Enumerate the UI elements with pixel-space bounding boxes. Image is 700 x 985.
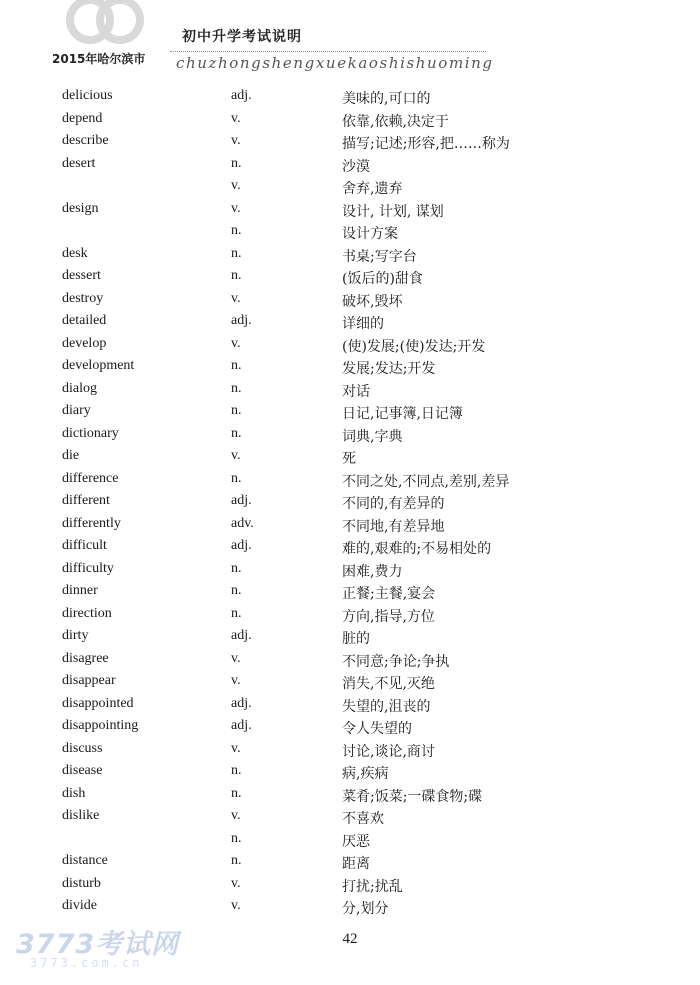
vocab-word: develop <box>62 335 107 351</box>
vocab-word: disappointing <box>62 718 139 733</box>
vocab-entry <box>0 267 700 290</box>
vocab-word: delicious <box>62 88 113 103</box>
part-of-speech: v. <box>231 133 241 148</box>
part-of-speech: n. <box>231 830 242 846</box>
part-of-speech: n. <box>231 155 242 171</box>
vocab-word: different <box>62 493 110 508</box>
chinese-meaning: 舍弃,遗弃 <box>342 181 403 197</box>
chinese-meaning: 描写;记述;形容,把……称为 <box>342 136 510 152</box>
watermark-logo: 3773考试网 <box>16 929 180 960</box>
vocab-entry <box>0 425 700 448</box>
vocab-entry <box>0 245 700 268</box>
vocab-entry <box>0 492 700 515</box>
chinese-meaning: 打扰;扰乱 <box>342 878 403 895</box>
chinese-meaning: 厌恶 <box>342 833 370 850</box>
vocab-entry <box>0 177 700 200</box>
vocab-word: dialog <box>62 380 97 396</box>
part-of-speech: n. <box>231 583 242 598</box>
chinese-meaning: 正餐;主餐,宴会 <box>342 586 436 602</box>
vocab-word: dessert <box>62 268 101 283</box>
vocab-entry <box>0 740 700 763</box>
chinese-meaning: 词典,字典 <box>342 428 403 445</box>
chinese-meaning: 分,划分 <box>342 901 389 917</box>
vocab-entry <box>0 650 700 673</box>
part-of-speech: n. <box>231 605 242 621</box>
chinese-meaning: 不同意;争论;争执 <box>342 653 450 670</box>
vocab-entry <box>0 222 700 245</box>
vocab-entry <box>0 807 700 830</box>
part-of-speech: n. <box>231 223 242 238</box>
part-of-speech: n. <box>231 245 242 261</box>
chinese-meaning: 日记,记事簿,日记簿 <box>342 406 463 422</box>
vocabulary-list <box>0 87 700 920</box>
vocab-entry <box>0 200 700 223</box>
part-of-speech: v. <box>231 740 241 756</box>
part-of-speech: n. <box>231 853 242 868</box>
vocab-entry <box>0 852 700 875</box>
vocab-entry <box>0 875 700 898</box>
vocab-entry <box>0 830 700 853</box>
part-of-speech: n. <box>231 403 242 418</box>
part-of-speech: v. <box>231 178 241 193</box>
chinese-meaning: 方向,指导,方位 <box>342 608 435 625</box>
page-number: 42 <box>342 931 358 947</box>
part-of-speech: v. <box>231 898 241 913</box>
chinese-meaning: 详细的 <box>342 316 384 332</box>
chinese-meaning: (使)发展;(使)发达;开发 <box>342 338 486 355</box>
vocab-entry <box>0 582 700 605</box>
vocab-entry <box>0 402 700 425</box>
vocab-entry <box>0 897 700 920</box>
part-of-speech: adv. <box>231 515 254 531</box>
part-of-speech: adj. <box>231 695 252 711</box>
vocab-word: distance <box>62 853 108 868</box>
vocab-word: disagree <box>62 650 109 666</box>
vocab-entry <box>0 537 700 560</box>
vocab-word: dirty <box>62 628 89 643</box>
part-of-speech: adj. <box>231 718 252 733</box>
vocab-word: disturb <box>62 875 101 891</box>
chinese-meaning: 不喜欢 <box>342 811 384 827</box>
vocab-entry <box>0 380 700 403</box>
vocab-word: dish <box>62 785 86 801</box>
chinese-meaning: 沙漠 <box>342 158 370 175</box>
part-of-speech: adj. <box>231 628 252 643</box>
chinese-meaning: 消失,不见,灭绝 <box>342 676 435 692</box>
part-of-speech: n. <box>231 268 242 283</box>
part-of-speech: n. <box>231 785 242 801</box>
chinese-meaning: 不同之处,不同点,差别,差异 <box>342 473 510 490</box>
part-of-speech: v. <box>231 875 241 891</box>
part-of-speech: v. <box>231 808 241 823</box>
vocab-word: direction <box>62 605 112 621</box>
vocab-entry <box>0 132 700 155</box>
vocab-entry <box>0 357 700 380</box>
vocab-entry <box>0 470 700 493</box>
chinese-meaning: 菜肴;饭菜;一碟食物;碟 <box>342 788 483 805</box>
vocab-word: difference <box>62 470 119 486</box>
book-title: 初中升学考试说明 <box>182 29 302 45</box>
part-of-speech: v. <box>231 448 241 463</box>
vocab-entry <box>0 515 700 538</box>
chinese-meaning: 设计, 计划, 谋划 <box>342 203 444 220</box>
vocab-word: differently <box>62 515 121 531</box>
chinese-meaning: 讨论,谈论,商讨 <box>342 743 435 760</box>
vocab-word: dictionary <box>62 425 119 441</box>
chinese-meaning: 不同的,有差异的 <box>342 496 445 512</box>
vocab-entry <box>0 605 700 628</box>
year-city-label: 2015年哈尔滨市 <box>52 52 146 66</box>
part-of-speech: adj. <box>231 538 252 553</box>
part-of-speech: n. <box>231 763 242 778</box>
vocab-word: desert <box>62 155 96 171</box>
chinese-meaning: 不同地,有差异地 <box>342 518 445 535</box>
vocab-word: development <box>62 358 135 373</box>
vocab-entry <box>0 335 700 358</box>
vocab-word: die <box>62 448 80 463</box>
vocab-entry <box>0 155 700 178</box>
chinese-meaning: 设计方案 <box>342 226 398 242</box>
vocab-entry <box>0 447 700 470</box>
chinese-meaning: (饭后的)甜食 <box>342 271 423 287</box>
part-of-speech: n. <box>231 560 242 576</box>
vocab-word: dinner <box>62 583 98 598</box>
chinese-meaning: 依靠,依赖,决定于 <box>342 113 449 130</box>
vocab-word: difficult <box>62 538 107 553</box>
chinese-meaning: 距离 <box>342 856 370 872</box>
chinese-meaning: 难的,艰难的;不易相处的 <box>342 541 492 557</box>
vocab-entry <box>0 290 700 313</box>
header-circles-decoration <box>62 0 152 56</box>
chinese-meaning: 书桌;写字台 <box>342 248 417 265</box>
vocab-word: detailed <box>62 313 107 328</box>
vocab-word: diary <box>62 403 91 418</box>
part-of-speech: v. <box>231 650 241 666</box>
vocab-word: discuss <box>62 740 103 756</box>
chinese-meaning: 病,疾病 <box>342 766 389 782</box>
vocab-entry <box>0 87 700 110</box>
chinese-meaning: 美味的,可口的 <box>342 91 431 107</box>
chinese-meaning: 发展;发达;开发 <box>342 361 436 377</box>
part-of-speech: n. <box>231 380 242 396</box>
vocab-word: depend <box>62 110 103 126</box>
vocab-word: describe <box>62 133 109 148</box>
header-divider <box>170 51 486 52</box>
part-of-speech: v. <box>231 290 241 306</box>
chinese-meaning: 死 <box>342 451 356 467</box>
vocab-word: dislike <box>62 808 100 823</box>
vocab-entry <box>0 312 700 335</box>
watermark-url: 3773.com.cn <box>30 956 143 970</box>
part-of-speech: v. <box>231 110 241 126</box>
chinese-meaning: 对话 <box>342 383 370 400</box>
chinese-meaning: 破坏,毁坏 <box>342 293 403 310</box>
part-of-speech: n. <box>231 470 242 486</box>
chinese-meaning: 令人失望的 <box>342 721 412 737</box>
vocab-entry <box>0 717 700 740</box>
vocab-word: divide <box>62 898 97 913</box>
part-of-speech: adj. <box>231 313 252 328</box>
vocab-word: difficulty <box>62 560 114 576</box>
part-of-speech: adj. <box>231 88 252 103</box>
book-title-pinyin: chuzhongshengxuekaoshishuoming <box>176 54 494 72</box>
chinese-meaning: 困难,费力 <box>342 563 403 580</box>
vocab-entry <box>0 110 700 133</box>
part-of-speech: v. <box>231 673 241 688</box>
vocab-word: disappear <box>62 673 116 688</box>
part-of-speech: adj. <box>231 493 252 508</box>
vocab-word: disease <box>62 763 103 778</box>
vocab-entry <box>0 627 700 650</box>
vocab-entry <box>0 762 700 785</box>
vocab-word: desk <box>62 245 88 261</box>
vocab-word: design <box>62 200 99 216</box>
part-of-speech: n. <box>231 425 242 441</box>
chinese-meaning: 失望的,沮丧的 <box>342 698 431 715</box>
vocab-entry <box>0 672 700 695</box>
chinese-meaning: 脏的 <box>342 631 370 647</box>
part-of-speech: v. <box>231 200 241 216</box>
vocab-entry <box>0 560 700 583</box>
part-of-speech: v. <box>231 335 241 351</box>
vocab-entry <box>0 695 700 718</box>
part-of-speech: n. <box>231 358 242 373</box>
vocab-word: destroy <box>62 290 104 306</box>
vocab-word: disappointed <box>62 695 134 711</box>
vocab-entry <box>0 785 700 808</box>
